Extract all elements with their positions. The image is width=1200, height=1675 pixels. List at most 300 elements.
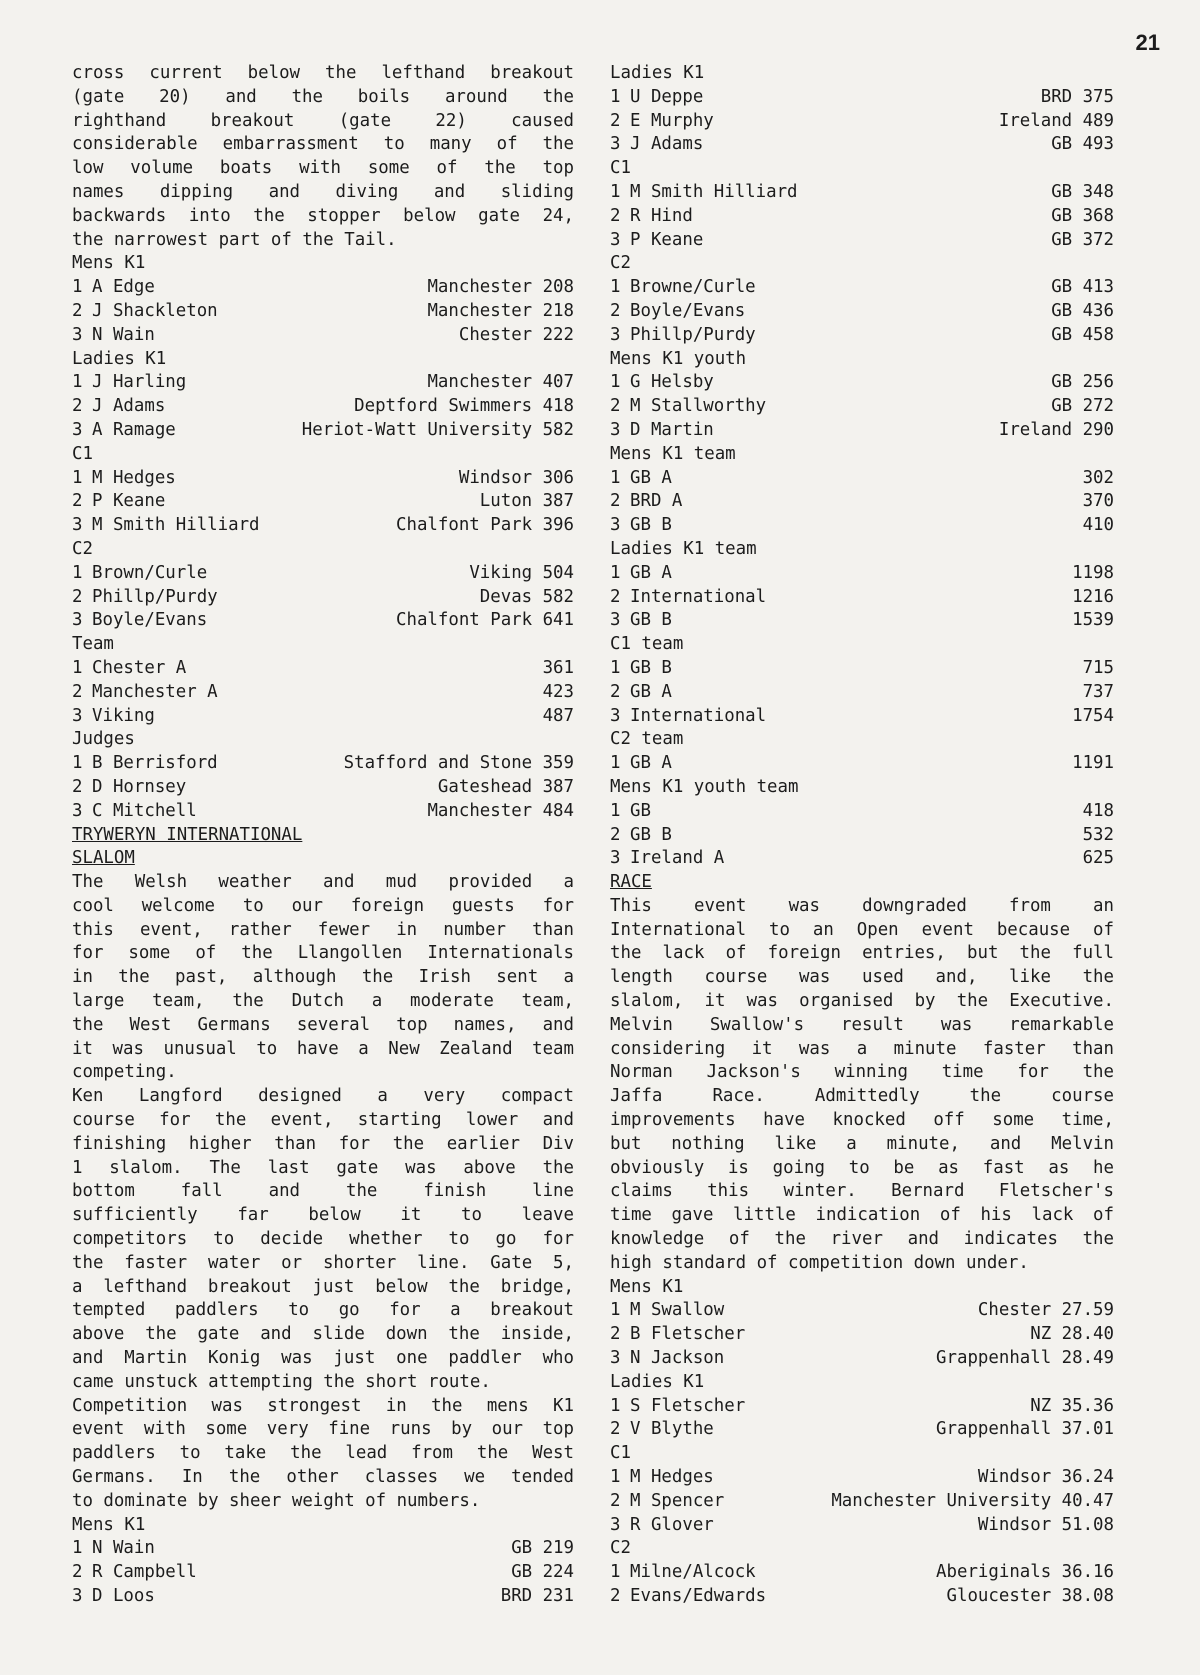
result-name: J Adams <box>630 134 704 155</box>
paragraph-line: Ken Langford designed a very compact <box>72 1086 574 1107</box>
result-name: M Spencer <box>630 1490 725 1511</box>
paragraph <box>610 895 1114 1276</box>
result-row <box>610 110 1114 134</box>
result-row <box>72 371 574 395</box>
results-category-heading: Ladies K1 <box>610 63 705 83</box>
result-name: Browne/Curle <box>630 277 756 298</box>
paragraph-line: course for the event, starting lower and <box>72 1110 574 1131</box>
result-position: 1 <box>72 1538 83 1559</box>
result-row <box>610 800 1114 824</box>
result-score: 1191 <box>1072 753 1114 774</box>
result-row <box>610 752 1114 776</box>
result-name: Boyle/Evans <box>92 610 208 631</box>
result-score: 504 <box>542 562 574 583</box>
result-position: 3 <box>610 324 621 345</box>
result-position: 2 <box>610 1490 621 1511</box>
result-score: 27.59 <box>1061 1300 1114 1321</box>
result-score: 231 <box>542 1586 574 1606</box>
result-name: International <box>630 586 767 607</box>
result-row <box>610 490 1114 514</box>
result-position: 2 <box>610 1586 621 1606</box>
result-row <box>72 1561 574 1585</box>
paragraph-line: and Martin Konig was just one paddler who <box>72 1348 574 1369</box>
result-score: 28.49 <box>1061 1348 1114 1369</box>
result-club: Manchester University <box>831 1490 1052 1511</box>
result-position: 1 <box>610 1395 621 1416</box>
results-category-heading: C1 <box>610 158 631 179</box>
paragraph-line: it was unusual to have a New Zealand team <box>72 1038 574 1059</box>
result-score: 423 <box>542 681 574 702</box>
result-score: 256 <box>1082 372 1114 393</box>
result-score: 418 <box>542 396 574 417</box>
result-score: 436 <box>1082 300 1114 321</box>
result-row <box>72 467 574 491</box>
result-score: 487 <box>542 705 574 726</box>
result-score: 218 <box>542 300 574 321</box>
result-score: 40.47 <box>1061 1490 1114 1511</box>
result-name: M Stallworthy <box>630 396 767 417</box>
result-row <box>610 1561 1114 1585</box>
result-position: 3 <box>72 610 83 631</box>
result-club: Gloucester <box>946 1586 1052 1606</box>
result-position: 2 <box>610 491 621 512</box>
paragraph <box>72 1395 574 1514</box>
result-score: 396 <box>542 515 574 536</box>
paragraph-line: obviously is going to be as fast as he <box>610 1157 1114 1178</box>
result-position: 3 <box>610 610 621 631</box>
result-club: GB <box>511 1562 533 1583</box>
paragraph-line: tempted paddlers to go for a breakout <box>72 1300 574 1321</box>
result-club: GB <box>1051 277 1073 298</box>
result-club: Chester <box>977 1300 1052 1321</box>
result-score: 458 <box>1082 324 1114 345</box>
result-row <box>72 419 574 443</box>
result-club: GB <box>1051 205 1073 226</box>
paragraph-line: 1 slalom. The last gate was above the <box>72 1157 574 1178</box>
paragraph <box>72 871 574 1085</box>
result-position: 3 <box>610 134 621 155</box>
result-row <box>610 419 1114 443</box>
paragraph-line: Competition was strongest in the mens K1 <box>72 1395 574 1416</box>
result-row <box>610 324 1114 348</box>
result-row <box>610 824 1114 848</box>
section-title: RACE <box>610 872 652 893</box>
result-name: R Campbell <box>92 1562 197 1583</box>
paragraph-line: large team, the Dutch a moderate team, <box>72 991 574 1012</box>
result-score: 582 <box>542 586 574 607</box>
result-name: U Deppe <box>630 86 704 107</box>
result-club: Manchester <box>427 800 533 821</box>
paragraph-line: cool welcome to our foreign guests for <box>72 895 574 916</box>
result-position: 3 <box>72 419 83 440</box>
result-club: Stafford and Stone <box>343 753 533 774</box>
result-score: 715 <box>1082 657 1114 678</box>
paragraph-line: bottom fall and the finish line <box>72 1181 574 1202</box>
result-position: 3 <box>610 1514 621 1535</box>
paragraph-line: Melvin Swallow's result was remarkable <box>610 1014 1114 1035</box>
result-position: 3 <box>610 705 621 726</box>
paragraph-line: slalom, it was organised by the Executive. <box>610 991 1114 1012</box>
result-name: Manchester A <box>92 681 218 702</box>
results-category-heading: Judges <box>72 729 135 750</box>
paragraph-line: high standard of competition down under. <box>610 1252 1029 1273</box>
paragraph-line: considerable embarrassment to many of the <box>72 134 574 155</box>
paragraph-line: names dipping and diving and sliding <box>72 181 574 202</box>
result-club: GB <box>1051 300 1073 321</box>
result-score: 36.24 <box>1061 1467 1114 1488</box>
result-club: GB <box>1051 229 1073 250</box>
paragraph-line: the West Germans several top names, and <box>72 1014 574 1035</box>
result-position: 2 <box>72 300 83 321</box>
result-club: Manchester <box>427 372 533 393</box>
result-position: 2 <box>610 586 621 607</box>
result-name: Phillp/Purdy <box>92 586 218 607</box>
result-score: 51.08 <box>1061 1514 1114 1535</box>
result-score: 37.01 <box>1061 1419 1114 1440</box>
result-position: 2 <box>72 491 83 512</box>
result-row <box>610 276 1114 300</box>
result-row <box>610 467 1114 491</box>
result-club: GB <box>1051 372 1073 393</box>
result-position: 2 <box>610 1324 621 1345</box>
result-name: GB B <box>630 515 672 536</box>
result-position: 2 <box>72 1562 83 1583</box>
result-name: N Wain <box>92 324 155 345</box>
result-score: 372 <box>1082 229 1114 250</box>
paragraph-line: Jaffa Race. Admittedly the course <box>610 1086 1114 1107</box>
result-row <box>610 1323 1114 1347</box>
result-club: Windsor <box>977 1514 1052 1535</box>
result-score: 1754 <box>1072 705 1114 726</box>
result-row <box>72 681 574 705</box>
result-club: GB <box>511 1538 533 1559</box>
result-row <box>610 609 1114 633</box>
results-category-heading: Mens K1 youth <box>610 348 747 369</box>
paragraph-line: came unstuck attempting the short route. <box>72 1371 491 1392</box>
result-score: 36.16 <box>1061 1562 1114 1583</box>
result-name: G Helsby <box>630 372 714 393</box>
paragraph-line: low volume boats with some of the top <box>72 158 574 179</box>
result-row <box>610 371 1114 395</box>
result-name: N Wain <box>92 1538 155 1559</box>
result-name: N Jackson <box>630 1348 725 1369</box>
result-name: M Hedges <box>630 1467 714 1488</box>
result-row <box>72 705 574 729</box>
result-name: D Loos <box>92 1586 155 1606</box>
result-row <box>72 1537 574 1561</box>
result-row <box>72 800 574 824</box>
right-column <box>610 62 1114 1609</box>
result-position: 1 <box>72 657 83 678</box>
result-name: M Swallow <box>630 1300 725 1321</box>
paragraph-line: backwards into the stopper below gate 24, <box>72 205 574 226</box>
result-position: 3 <box>72 324 83 345</box>
result-position: 2 <box>610 396 621 417</box>
result-score: 387 <box>542 491 574 512</box>
paragraph-line: a lefthand breakout just below the bridge, <box>72 1276 574 1297</box>
result-position: 2 <box>610 205 621 226</box>
result-row <box>610 300 1114 324</box>
result-name: International <box>630 705 767 726</box>
result-position: 1 <box>610 753 621 774</box>
result-name: GB B <box>630 657 672 678</box>
result-score: 302 <box>1082 467 1114 488</box>
result-row <box>72 562 574 586</box>
result-score: 484 <box>542 800 574 821</box>
results-category-heading: C1 <box>610 1443 631 1464</box>
results-category-heading: Ladies K1 <box>610 1371 705 1392</box>
result-score: 348 <box>1082 181 1114 202</box>
result-row <box>610 1466 1114 1490</box>
results-category-heading: C2 team <box>610 729 684 750</box>
result-row <box>72 752 574 776</box>
result-position: 3 <box>72 1586 83 1606</box>
results-category-heading: Mens K1 <box>72 1514 146 1535</box>
result-score: 1216 <box>1072 586 1114 607</box>
result-name: E Murphy <box>630 110 714 131</box>
result-name: V Blythe <box>630 1419 714 1440</box>
paragraph-line: for some of the Llangollen Internationals <box>72 943 574 964</box>
result-row <box>610 705 1114 729</box>
result-name: Phillp/Purdy <box>630 324 756 345</box>
result-score: 35.36 <box>1061 1395 1114 1416</box>
paragraph-line: righthand breakout (gate 22) caused <box>72 110 574 131</box>
result-score: 290 <box>1082 419 1114 440</box>
result-row <box>72 514 574 538</box>
result-score: 272 <box>1082 396 1114 417</box>
result-row <box>610 205 1114 229</box>
results-category-heading: C2 <box>610 1538 631 1559</box>
result-name: A Edge <box>92 277 155 298</box>
result-name: J Harling <box>92 372 187 393</box>
result-name: R Hind <box>630 205 693 226</box>
result-name: J Adams <box>92 396 166 417</box>
result-name: Boyle/Evans <box>630 300 746 321</box>
paragraph-line: the narrowest part of the Tail. <box>72 229 397 250</box>
result-score: 493 <box>1082 134 1114 155</box>
result-position: 2 <box>610 681 621 702</box>
result-name: GB A <box>630 753 672 774</box>
result-position: 3 <box>610 229 621 250</box>
result-name: A Ramage <box>92 419 176 440</box>
result-row <box>610 86 1114 110</box>
result-name: M Smith Hilliard <box>92 515 260 536</box>
result-row <box>610 514 1114 538</box>
result-position: 3 <box>72 705 83 726</box>
result-score: 1539 <box>1072 610 1114 631</box>
paragraph-line: to dominate by sheer weight of numbers. <box>72 1490 481 1511</box>
result-position: 1 <box>610 800 621 821</box>
result-position: 2 <box>72 681 83 702</box>
result-score: 582 <box>542 419 574 440</box>
result-position: 2 <box>610 110 621 131</box>
result-club: Heriot-Watt University <box>301 419 533 440</box>
result-position: 2 <box>72 586 83 607</box>
result-row <box>72 324 574 348</box>
paragraph-line: sufficiently far below it to leave <box>72 1205 574 1226</box>
result-row <box>610 133 1114 157</box>
paragraph-line: finishing higher than for the earlier Div <box>72 1133 574 1154</box>
result-name: C Mitchell <box>92 800 197 821</box>
result-name: R Glover <box>630 1514 714 1535</box>
result-name: M Hedges <box>92 467 176 488</box>
paragraph-line: length course was used and, like the <box>610 967 1114 988</box>
result-name: P Keane <box>630 229 704 250</box>
result-row <box>72 1585 574 1609</box>
result-name: GB A <box>630 467 672 488</box>
paragraph-line: International to an Open event because of <box>610 919 1114 940</box>
result-name: GB B <box>630 824 672 845</box>
result-row <box>610 562 1114 586</box>
result-row <box>610 1490 1114 1514</box>
result-club: BRD <box>1040 86 1073 107</box>
result-row <box>72 276 574 300</box>
result-row <box>610 1299 1114 1323</box>
left-column <box>72 62 574 1609</box>
section-title: SLALOM <box>72 848 135 869</box>
result-position: 1 <box>72 277 83 298</box>
result-name: Viking <box>92 705 155 726</box>
result-name: S Fletscher <box>630 1395 746 1416</box>
result-club: Gateshead <box>437 776 533 797</box>
result-row <box>72 586 574 610</box>
result-name: D Hornsey <box>92 776 187 797</box>
result-position: 1 <box>72 562 83 583</box>
result-row <box>72 300 574 324</box>
results-category-heading: Ladies K1 team <box>610 538 757 559</box>
paragraph-line: competitors to decide whether to go for <box>72 1229 574 1250</box>
result-position: 1 <box>610 86 621 107</box>
result-club: GB <box>1051 181 1073 202</box>
paragraph <box>72 62 574 252</box>
paragraph-line: the faster water or shorter line. Gate 5, <box>72 1252 574 1273</box>
result-row <box>610 681 1114 705</box>
result-club: Windsor <box>977 1467 1052 1488</box>
result-row <box>610 657 1114 681</box>
result-club: Chester <box>458 324 533 345</box>
result-position: 3 <box>610 848 621 869</box>
paragraph-line: The Welsh weather and mud provided a <box>72 872 574 893</box>
results-category-heading: C2 <box>72 538 93 559</box>
result-name: GB <box>630 800 651 821</box>
result-row <box>610 1418 1114 1442</box>
paragraph-line: paddlers to take the lead from the West <box>72 1443 574 1464</box>
result-club: Deptford Swimmers <box>354 396 533 417</box>
result-score: 737 <box>1082 681 1114 702</box>
result-score: 375 <box>1082 86 1114 107</box>
result-row <box>610 229 1114 253</box>
result-club: Aberiginals <box>936 1562 1052 1583</box>
result-score: 407 <box>542 372 574 393</box>
result-score: 222 <box>542 324 574 345</box>
result-row <box>610 395 1114 419</box>
result-club: Luton <box>479 491 533 512</box>
result-score: 219 <box>542 1538 574 1559</box>
result-club: GB <box>1051 134 1073 155</box>
paragraph-line: knowledge of the river and indicates the <box>610 1229 1114 1250</box>
result-name: P Keane <box>92 491 166 512</box>
result-position: 1 <box>610 1300 621 1321</box>
result-row <box>610 847 1114 871</box>
result-score: 532 <box>1082 824 1114 845</box>
result-row <box>72 776 574 800</box>
paragraph <box>72 1085 574 1394</box>
paragraph-line: event with some very fine runs by our top <box>72 1419 574 1440</box>
result-club: Devas <box>479 586 533 607</box>
paragraph-line: the lack of foreign entries, but the full <box>610 943 1114 964</box>
result-score: 418 <box>1082 800 1114 821</box>
result-position: 1 <box>72 753 83 774</box>
result-position: 1 <box>610 181 621 202</box>
result-club: GB <box>1051 396 1073 417</box>
results-category-heading: Team <box>72 634 114 655</box>
result-score: 370 <box>1082 491 1114 512</box>
paragraph-line: This event was downgraded from an <box>610 895 1114 916</box>
result-position: 1 <box>610 1562 621 1583</box>
result-row <box>610 181 1114 205</box>
paragraph-line: this event, rather fewer in number than <box>72 919 574 940</box>
result-club: Grappenhall <box>936 1419 1052 1440</box>
paragraph-line: improvements have knocked off some time, <box>610 1110 1114 1131</box>
result-name: B Fletscher <box>630 1324 746 1345</box>
result-score: 306 <box>542 467 574 488</box>
result-name: GB A <box>630 562 672 583</box>
result-position: 1 <box>610 467 621 488</box>
result-club: Manchester <box>427 300 533 321</box>
result-position: 3 <box>72 515 83 536</box>
result-club: Grappenhall <box>936 1348 1052 1369</box>
results-category-heading: Mens K1 team <box>610 443 736 464</box>
result-position: 1 <box>610 562 621 583</box>
result-score: 410 <box>1082 515 1114 536</box>
paragraph-line: competing. <box>72 1062 177 1083</box>
result-name: Evans/Edwards <box>630 1586 767 1606</box>
result-position: 2 <box>610 300 621 321</box>
paragraph-line: Germans. In the other classes we tended <box>72 1467 574 1488</box>
page-number: 21 <box>1135 30 1160 55</box>
result-score: 359 <box>542 753 574 774</box>
result-score: 361 <box>542 657 574 678</box>
result-position: 1 <box>610 372 621 393</box>
paragraph-line: above the gate and slide down the inside, <box>72 1324 574 1345</box>
paragraph-line: claims this winter. Bernard Fletscher's <box>610 1181 1114 1202</box>
paragraph-line: in the past, although the Irish sent a <box>72 967 574 988</box>
result-position: 2 <box>610 1419 621 1440</box>
paragraph-line: but nothing like a minute, and Melvin <box>610 1133 1114 1154</box>
result-score: 368 <box>1082 205 1114 226</box>
result-position: 1 <box>610 657 621 678</box>
results-category-heading: C1 team <box>610 634 684 655</box>
results-category-heading: C2 <box>610 253 631 274</box>
paragraph-line: time gave little indication of his lack of <box>610 1205 1114 1226</box>
paragraph-line: considering it was a minute faster than <box>610 1038 1114 1059</box>
results-category-heading: Mens K1 <box>610 1276 684 1297</box>
result-position: 1 <box>610 277 621 298</box>
result-position: 1 <box>72 467 83 488</box>
result-score: 641 <box>542 610 574 631</box>
result-score: 1198 <box>1072 562 1114 583</box>
result-name: Milne/Alcock <box>630 1562 756 1583</box>
result-name: M Smith Hilliard <box>630 181 798 202</box>
result-score: 208 <box>542 277 574 298</box>
result-name: J Shackleton <box>92 300 218 321</box>
result-club: Chalfont Park <box>396 515 533 536</box>
result-row <box>610 586 1114 610</box>
section-title: TRYWERYN INTERNATIONAL <box>72 824 303 845</box>
result-score: 28.40 <box>1061 1324 1114 1345</box>
result-position: 3 <box>610 1348 621 1369</box>
result-name: D Martin <box>630 419 714 440</box>
